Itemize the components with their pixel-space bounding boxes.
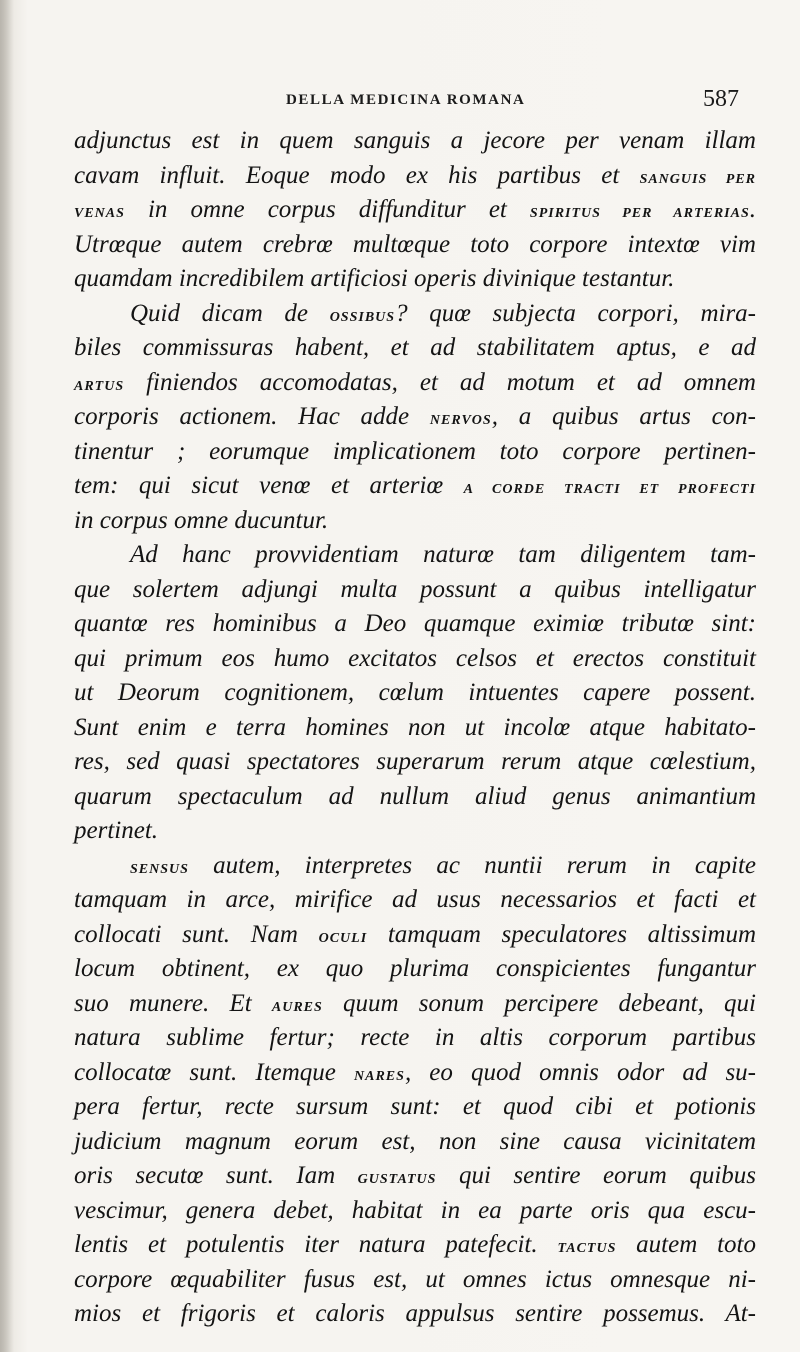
- text-line: [74, 331, 756, 366]
- text-run: , eo quod omnis odor ad su-: [404, 1058, 757, 1086]
- small-caps-term: SANGUIS PER: [639, 171, 756, 187]
- text-run: Quid dicam de: [130, 299, 330, 327]
- small-caps-term: TACTUS: [557, 1241, 617, 1256]
- text-run: in corpus omne ducuntur.: [74, 506, 329, 534]
- text-run: vescimur, genera debet, habitat in ea parte oris qua escu-: [74, 1196, 756, 1224]
- page-number: 587: [703, 86, 739, 112]
- text-run: ? quœ subjecta corpori, mira-: [395, 299, 756, 327]
- text-line: [74, 228, 756, 263]
- text-line: [74, 1159, 756, 1194]
- text-run: Sunt enim e terra homines non ut incolœ atque habitato-: [74, 713, 756, 741]
- text-line: [74, 607, 756, 642]
- text-run: lentis et potulentis iter natura patefecit.: [74, 1231, 558, 1258]
- text-run: .: [749, 196, 756, 223]
- text-run: pera fertur, recte sursum sunt: et quod cibi et potionis: [74, 1093, 756, 1120]
- text-run: tem: qui sicut venœ et arteriœ: [74, 472, 464, 499]
- text-line: [74, 711, 756, 746]
- text-run: corpore œquabiliter fusus est, ut omnes ictus omnesque ni-: [74, 1265, 756, 1293]
- text-run: oris secutœ sunt. Iam: [74, 1162, 358, 1189]
- small-caps-term: SPIRITUS PER ARTERIAS: [529, 206, 750, 221]
- text-run: biles commissuras habent, et ad stabilitatem aptus, e ad: [74, 334, 756, 361]
- text-line: [74, 469, 756, 504]
- text-line: [74, 504, 756, 539]
- text-run: mios et frigoris et caloris appulsus sentire possemus. At-: [74, 1300, 756, 1327]
- text-run: Ad hanc provvidentiam naturœ tam diligentem tam-: [130, 541, 756, 568]
- text-run: corporis actionem. Hac adde: [74, 403, 430, 430]
- text-line: [74, 987, 756, 1022]
- text-line: [74, 1263, 756, 1298]
- text-line: [74, 400, 756, 435]
- text-run: collocatœ sunt. Itemque: [74, 1058, 355, 1086]
- text-run: quantœ res hominibus a Deo quamque eximiœ tributœ sint:: [74, 610, 756, 637]
- small-caps-term: SENSUS: [130, 861, 189, 877]
- text-run: autem, interpretes ac nuntii rerum in capite: [188, 851, 756, 879]
- text-run: locum obtinent, ex quo plurima conspicientes fungantur: [74, 955, 756, 982]
- text-run: qui sentire eorum quibus: [436, 1162, 756, 1189]
- text-run: autem toto: [616, 1231, 756, 1258]
- small-caps-term: NARES: [354, 1068, 405, 1084]
- text-run: suo munere. Et: [74, 989, 272, 1017]
- text-run: quarum spectaculum ad nullum aliud genus animantium: [74, 782, 756, 810]
- text-run: tamquam in arce, mirifice ad usus necessarios et facti et: [74, 886, 756, 913]
- text-run: pertinet.: [74, 817, 159, 844]
- small-caps-term: OSSIBUS: [329, 309, 396, 325]
- text-line: [74, 642, 756, 677]
- text-line: [74, 918, 756, 953]
- text-run: qui primum eos humo excitatos celsos et erectos constituit: [74, 644, 756, 672]
- page-header: [0, 80, 800, 120]
- body-text: [74, 124, 756, 1332]
- text-line: [74, 1194, 756, 1229]
- small-caps-term: A CORDE TRACTI ET PROFECTI: [463, 482, 756, 497]
- text-line: [74, 1090, 756, 1125]
- small-caps-term: GUSTATUS: [357, 1172, 437, 1187]
- text-run: tamquam speculatores altissimum: [367, 920, 756, 948]
- text-run: natura sublime fertur; recte in altis corporum partibus: [74, 1024, 756, 1051]
- small-caps-term: VENAS: [74, 206, 125, 221]
- text-line: [74, 538, 756, 573]
- small-caps-term: NERVOS: [429, 413, 492, 428]
- text-run: in omne corpus diffunditur et: [124, 196, 530, 223]
- text-run: judicium magnum eorum est, non sine causa vicinitatem: [74, 1127, 756, 1155]
- text-line: [74, 849, 756, 884]
- text-line: [74, 1297, 756, 1332]
- text-line: [74, 297, 756, 332]
- text-run: quamdam incredibilem artificiosi operis divinique testantur.: [74, 265, 675, 292]
- small-caps-term: OCULI: [318, 930, 368, 946]
- text-run: , a quibus artus con-: [491, 403, 756, 430]
- page-gutter-shadow: [0, 0, 14, 1352]
- running-head: DELLA MEDICINA ROMANA: [286, 92, 526, 108]
- text-line: [74, 435, 756, 470]
- text-line: [74, 1228, 756, 1263]
- text-run: cavam influit. Eoque modo ex his partibus et: [74, 161, 640, 189]
- text-line: [74, 193, 756, 228]
- text-run: collocati sunt. Nam: [74, 920, 319, 948]
- text-line: [74, 1021, 756, 1056]
- text-line: [74, 366, 756, 401]
- small-caps-term: ARTUS: [74, 378, 125, 394]
- text-run: tinentur ; eorumque implicationem toto corpore pertinen-: [74, 437, 756, 465]
- text-line: [74, 780, 756, 815]
- text-run: adjunctus est in quem sanguis a jecore per venam illam: [74, 127, 756, 154]
- text-run: ut Deorum cognitionem, cœlum intuentes capere possent.: [74, 679, 756, 706]
- text-run: finiendos accomodatas, et ad motum et ad omnem: [124, 368, 756, 396]
- text-run: que solertem adjungi multa possunt a quibus intelligatur: [74, 575, 756, 603]
- text-run: res, sed quasi spectatores superarum rerum atque cœlestium,: [74, 748, 756, 775]
- small-caps-term: AURES: [271, 999, 323, 1015]
- text-line: [74, 745, 756, 780]
- text-line: [74, 573, 756, 608]
- text-line: [74, 952, 756, 987]
- text-line: [74, 883, 756, 918]
- text-line: [74, 124, 756, 159]
- text-line: [74, 1125, 756, 1160]
- text-line: [74, 1056, 756, 1091]
- text-line: [74, 262, 756, 297]
- text-line: [74, 814, 756, 849]
- text-line: [74, 676, 756, 711]
- text-run: Utrœque autem crebrœ multœque toto corpore intextœ vim: [74, 230, 756, 258]
- text-run: quum sonum percipere debeant, qui: [322, 989, 756, 1017]
- text-line: [74, 159, 756, 194]
